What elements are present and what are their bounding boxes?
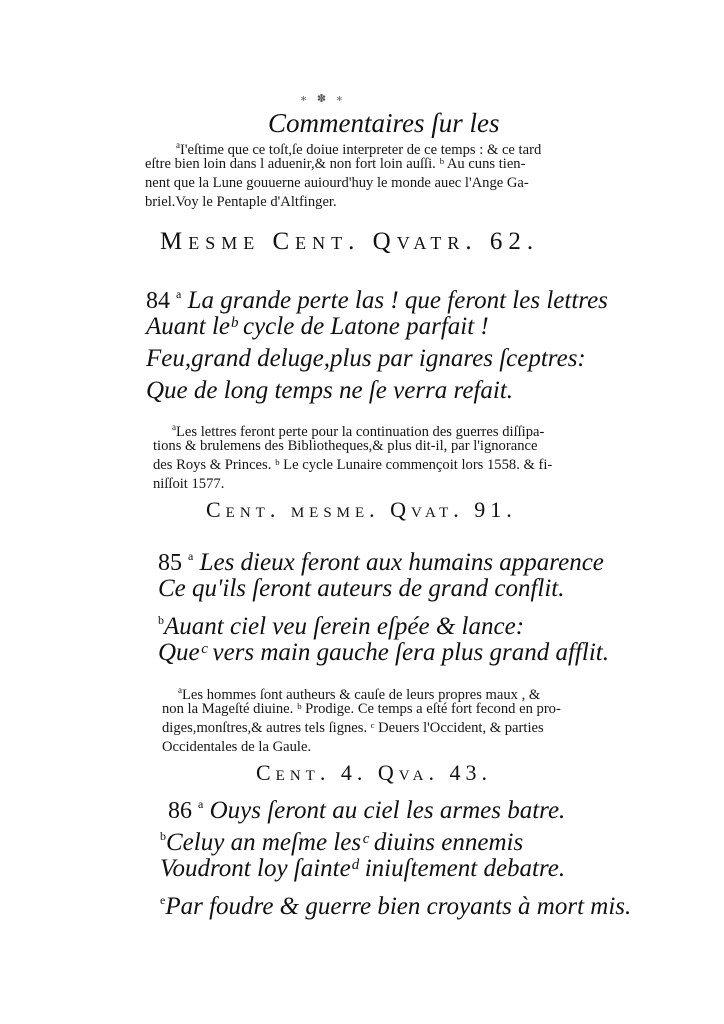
verse-line: 86 $^a$ Ouys ſeront au ciel les armes batre.	[168, 797, 566, 824]
note-line: non la Mageſté diuine. ᵇ Prodige. Ce temps a eſté fort fecond en pro-	[162, 701, 561, 717]
note-line: Occidentales de la Gaule.	[162, 739, 312, 755]
verse-line: Que de long temps ne ſe verra refait.	[146, 377, 514, 404]
note-line: $^a$Les hommes ſont autheurs & cauſe de leurs propres maux , &	[178, 685, 541, 703]
note-line: briel.Voy le Pentaple d'Altfinger.	[145, 194, 337, 210]
verse-line: Feu,grand deluge,plus par ignares ſceptres:	[146, 345, 586, 372]
verse-line: 85 $^a$ Les dieux feront aux humains apparence	[158, 549, 604, 576]
verse-line: $^b$Celuy an meſme lesᶜ diuins ennemis	[160, 829, 524, 856]
note-line: des Roys & Princes. ᵇ Le cycle Lunaire commençoit lors 1558. & fi-	[153, 457, 553, 473]
note-line: eſtre bien loin dans l aduenir,& non fort loin auſſi. ᵇ Au cuns tien-	[145, 156, 526, 172]
note-line: nent que la Lune gouuerne auiourd'huy le monde auec l'Ange Ga-	[145, 175, 529, 191]
section-heading-1: Mesme Cent. Qvatr. 62.	[160, 228, 540, 255]
verse-line: Auant leᵇ cycle de Latone parfait !	[146, 313, 489, 340]
note-line: diges,monſtres,& autres tels ſignes. ᶜ Deuers l'Occident, & parties	[162, 720, 544, 736]
running-head: Commentaires ſur les	[268, 108, 500, 138]
verse-line: Queᶜ vers main gauche ſera plus grand afflit.	[158, 639, 609, 666]
note-line: $^a$I'eſtime que ce toſt,ſe doiue interpreter de ce temps : & ce tard	[176, 140, 542, 158]
section-heading-2: Cent. mesme. Qvat. 91.	[206, 497, 517, 522]
verse-line: Voudront loy ſainteᵈ iniuſtement debatre.	[160, 855, 566, 882]
verse-line: $^b$Auant ciel veu ſerein eſpée & lance:	[158, 613, 525, 640]
note-line: $^a$Les lettres feront perte pour la continuation des guerres diſſipa-	[172, 422, 545, 440]
note-line: niſſoit 1577.	[153, 476, 225, 492]
note-line: tions & brulemens des Bibliotheques,& plus dit-il, par l'ignorance	[153, 438, 538, 454]
verse-line: $^e$Par foudre & guerre bien croyants à mort mis.	[160, 893, 632, 920]
section-heading-3: Cent. 4. Qva. 43.	[256, 760, 492, 785]
verse-line: 84 $^a$ La grande perte las ! que feront les lettres	[146, 287, 608, 314]
ornament-decoration: ∗ ✽ ∗	[299, 92, 347, 105]
verse-line: Ce qu'ils ſeront auteurs de grand conflit.	[158, 575, 565, 602]
